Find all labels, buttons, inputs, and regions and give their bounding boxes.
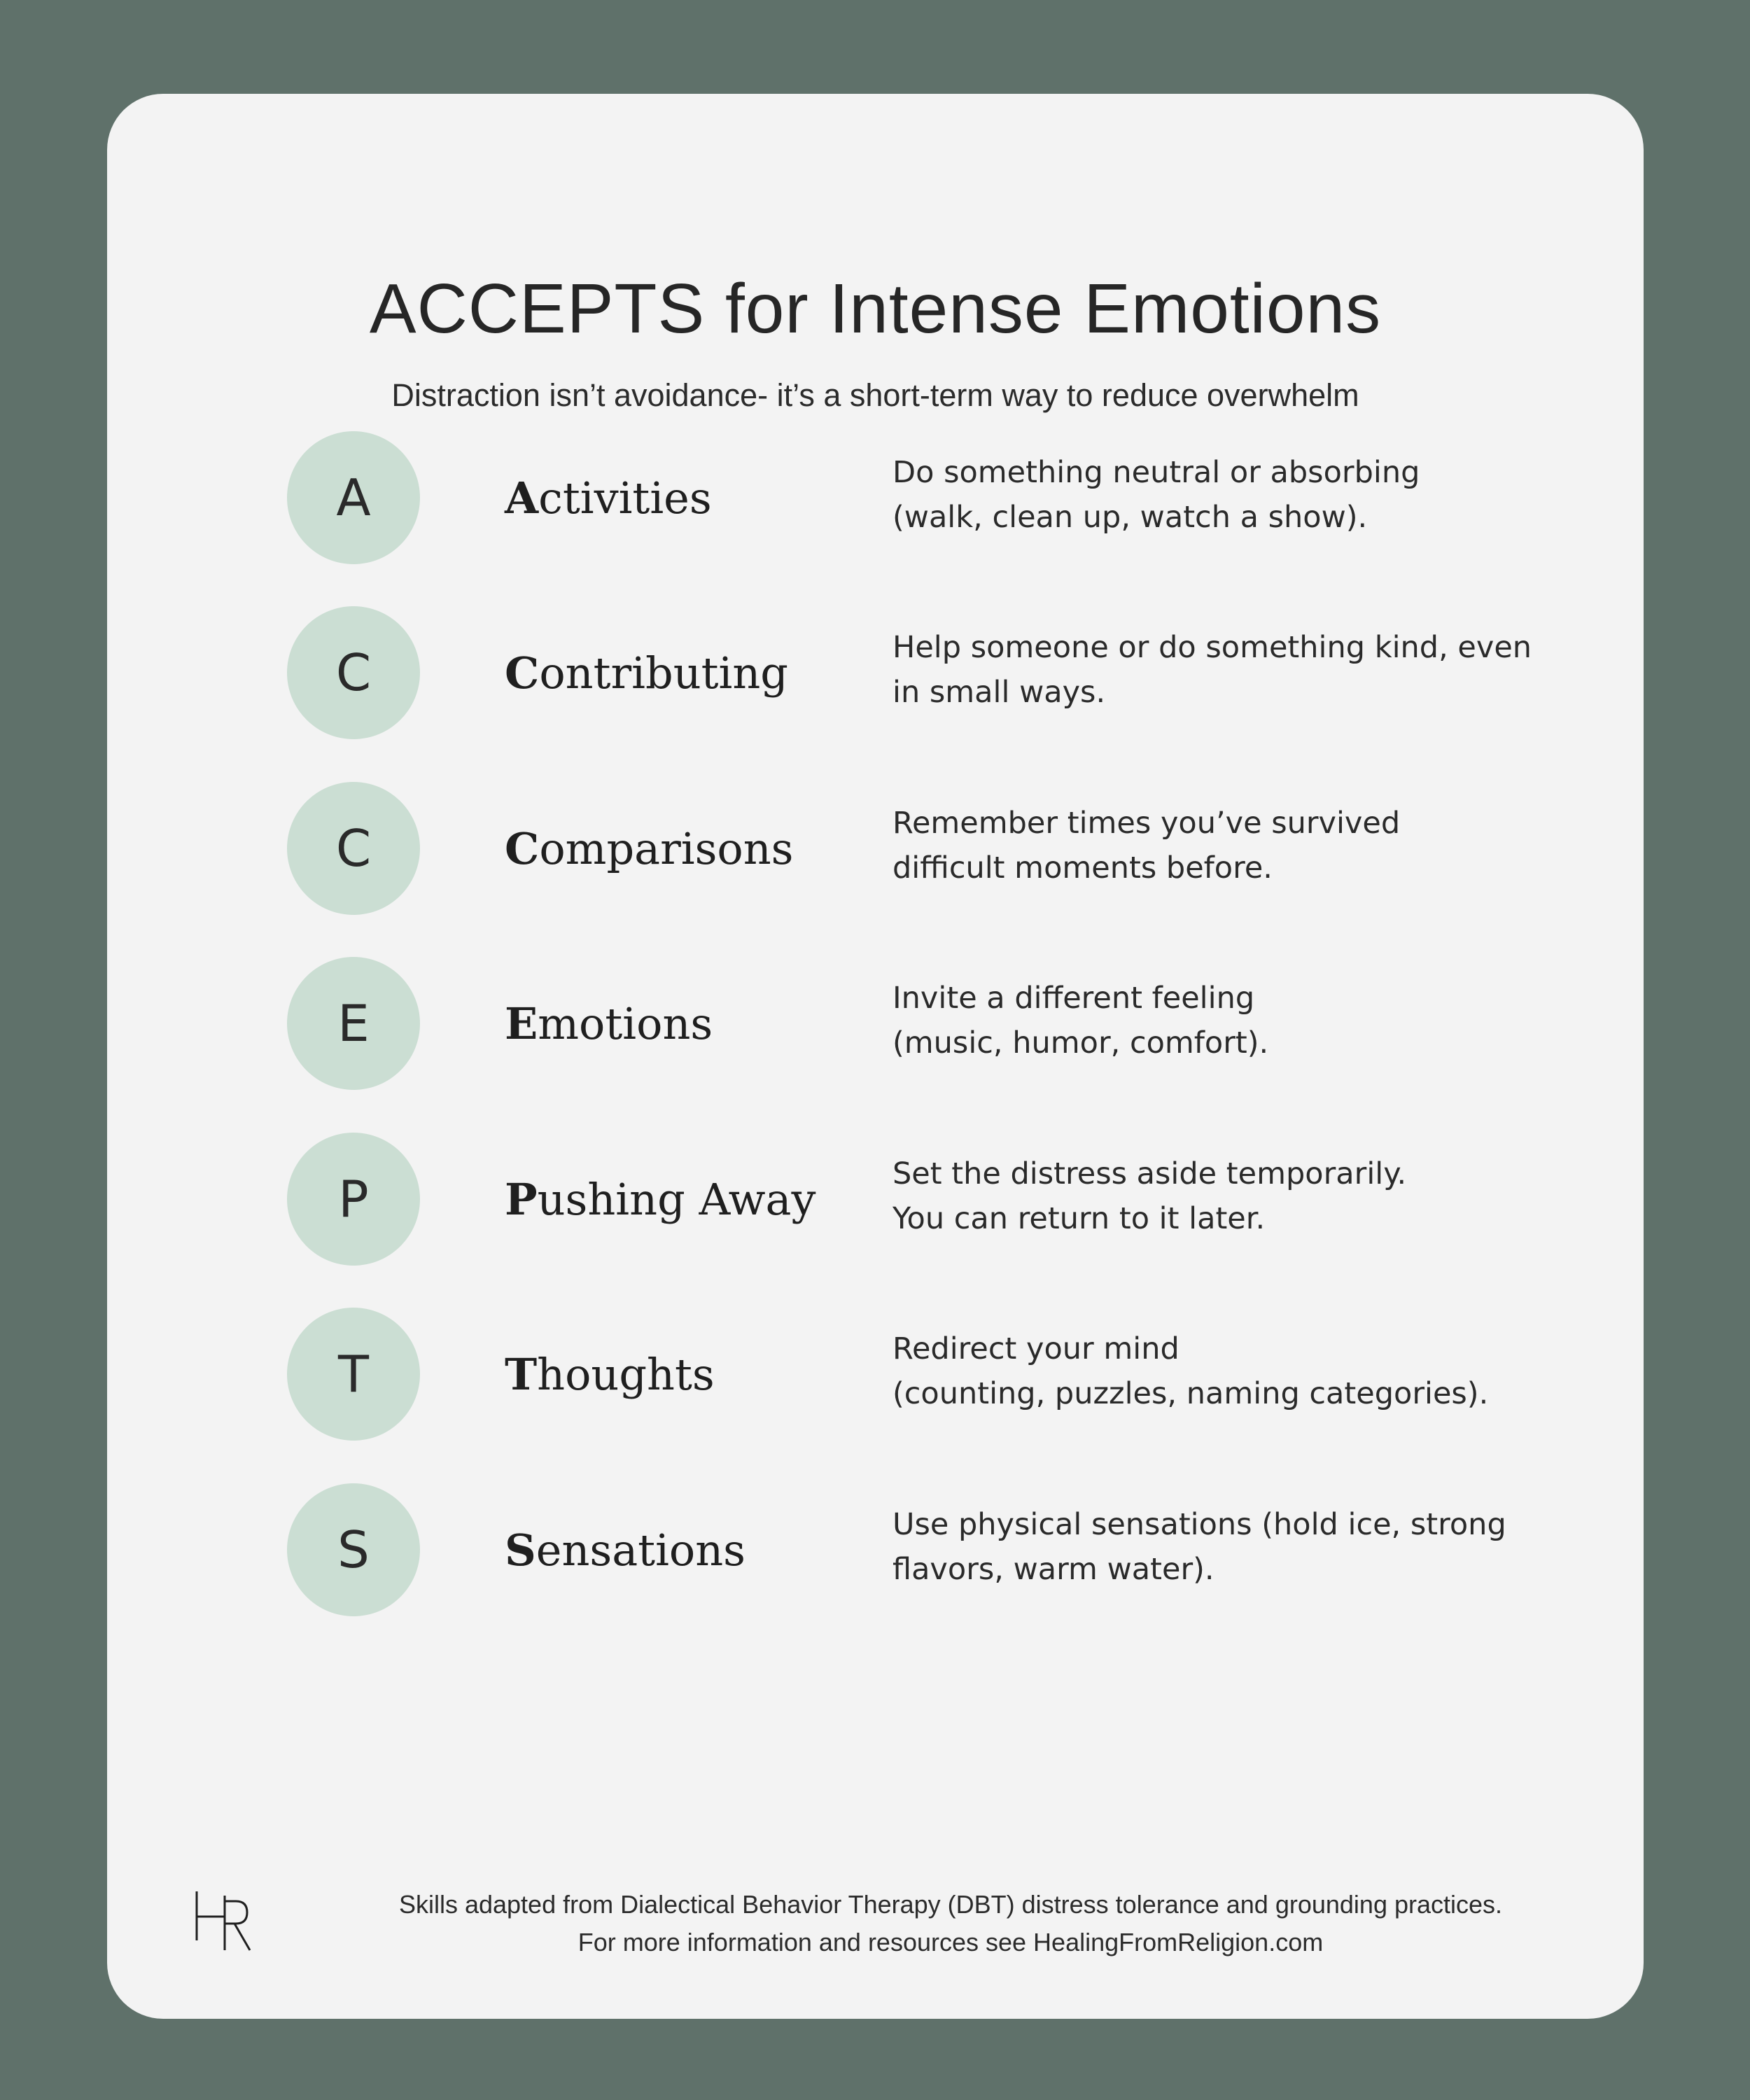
footer-line: For more information and resources see HealingFromReligion.com (578, 1928, 1324, 1956)
term-initial: E (505, 997, 538, 1049)
skill-description (892, 1502, 1522, 1592)
term-initial: S (505, 1524, 536, 1576)
skill-description (892, 1326, 1522, 1416)
skill-term (505, 1133, 816, 1266)
skill-term (505, 1483, 746, 1616)
skill-term (505, 431, 712, 564)
skill-term (505, 606, 788, 739)
letter-circle: E (287, 957, 420, 1090)
letter-circle: S (287, 1483, 420, 1616)
term-rest: motions (538, 997, 713, 1049)
skill-term (505, 782, 794, 915)
page-subtitle: Distraction isn’t avoidance- it’s a short-term way to reduce overwhelm (391, 377, 1359, 413)
list-item (107, 1483, 1644, 1616)
skill-term (505, 957, 713, 1090)
description-line: Invite a different feeling (892, 981, 1255, 1016)
page-title: ACCEPTS for Intense Emotions (369, 270, 1382, 348)
skill-description (892, 976, 1522, 1065)
description-line: You can return to it later. (892, 1201, 1266, 1236)
letter-circle: T (287, 1308, 420, 1441)
description-line: Do something neutral or absorbing (892, 455, 1420, 490)
term-rest: ontributing (539, 647, 788, 699)
footer-note (268, 1886, 1633, 1961)
term-initial: P (505, 1173, 538, 1225)
list-item (107, 1308, 1644, 1441)
list-item (107, 606, 1644, 739)
description-line: (music, humor, comfort). (892, 1026, 1269, 1060)
description-line: Help someone or do something kind, even (892, 630, 1532, 665)
content-card (107, 94, 1644, 2019)
skill-term (505, 1308, 715, 1441)
description-line: Remember times you’ve survived (892, 806, 1401, 841)
description-line: Redirect your mind (892, 1331, 1180, 1366)
hr-logo (184, 1886, 261, 1956)
hr-logo-icon (184, 1886, 261, 1956)
description-line: (counting, puzzles, naming categories). (892, 1376, 1489, 1411)
term-rest: ushing Away (537, 1173, 816, 1225)
description-line: (walk, clean up, watch a show). (892, 500, 1368, 535)
list-item (107, 431, 1644, 564)
skill-description (892, 625, 1532, 715)
list-item (107, 1133, 1644, 1266)
letter-circle: C (287, 606, 420, 739)
term-initial: C (505, 822, 540, 874)
skill-description (892, 1152, 1522, 1241)
description-line: flavors, warm water). (892, 1552, 1214, 1587)
letter-circle: C (287, 782, 420, 915)
letter-circle: P (287, 1133, 420, 1266)
list-item (107, 782, 1644, 915)
term-initial: T (505, 1348, 538, 1400)
description-line: Use physical sensations (hold ice, strong (892, 1507, 1506, 1542)
term-initial: C (505, 647, 540, 699)
term-rest: houghts (537, 1348, 715, 1400)
term-rest: ensations (536, 1524, 746, 1576)
skill-description (892, 801, 1522, 890)
description-line: difficult moments before. (892, 850, 1273, 886)
term-initial: A (505, 472, 539, 524)
skill-description (892, 450, 1522, 540)
term-rest: ctivities (538, 472, 712, 524)
description-line: Set the distress aside temporarily. (892, 1156, 1407, 1191)
list-item (107, 957, 1644, 1090)
letter-circle: A (287, 431, 420, 564)
description-line: in small ways. (892, 675, 1106, 710)
term-rest: omparisons (539, 822, 794, 874)
footer-line: Skills adapted from Dialectical Behavior Therapy (DBT) distress tolerance and grounding practices. (398, 1890, 1503, 1919)
